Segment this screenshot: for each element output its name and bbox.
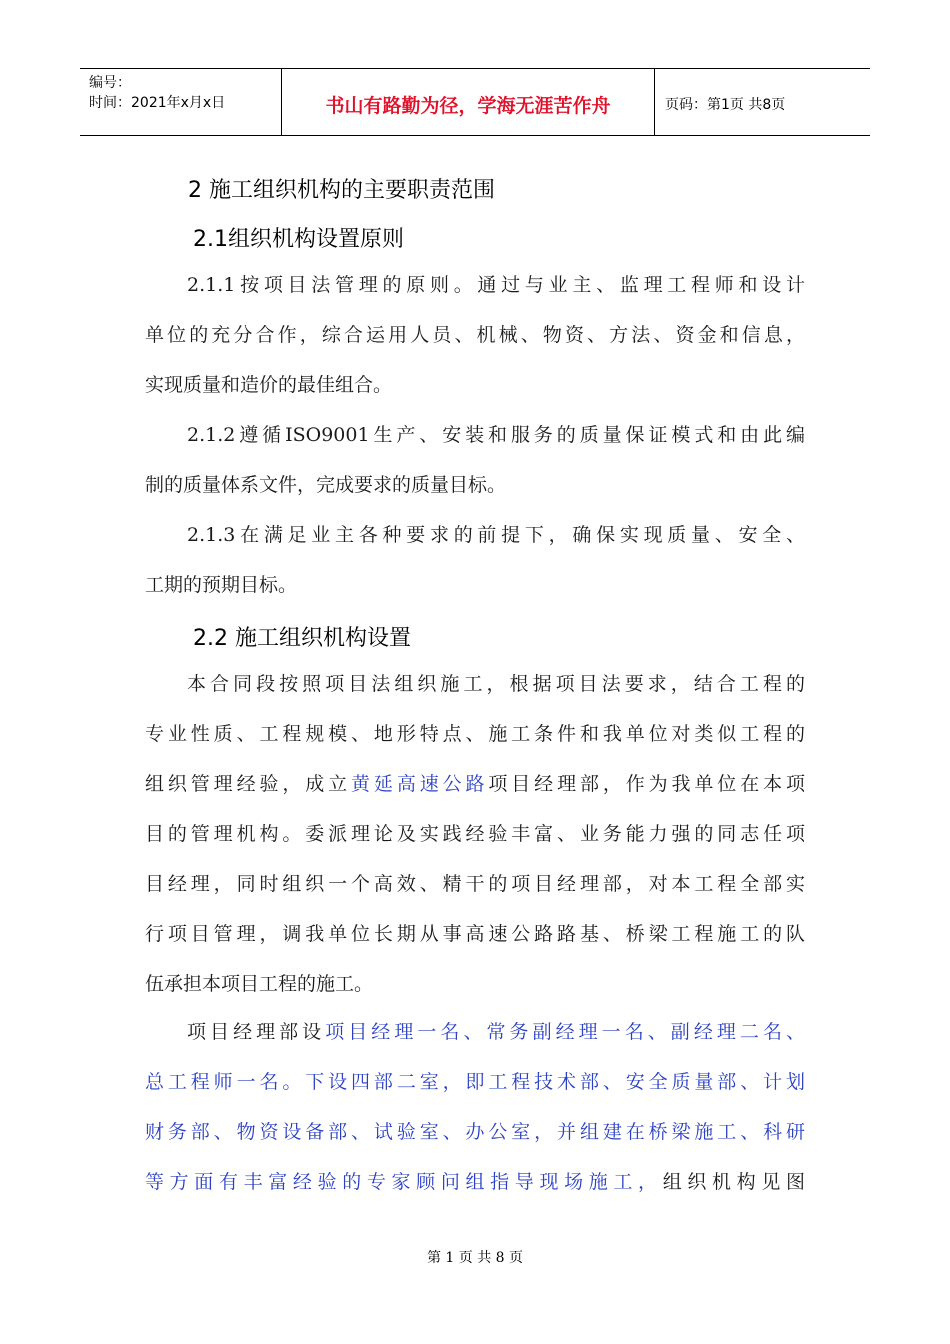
paragraph-line: 制的质量体系文件，完成要求的质量目标。 (145, 474, 507, 496)
document-time-label: 时间：2021年x月x日 (89, 95, 226, 111)
paragraph-line-highlight: 总工程师一名。下设四部二室，即工程技术部、安全质量部、计划 (145, 1071, 805, 1093)
paragraph-line: 实现质量和造价的最佳组合。 (145, 374, 393, 396)
paragraph-text: 组织管理经验，成立 (145, 773, 352, 795)
paragraph-text: 组织机构见图 (662, 1171, 805, 1193)
staff-highlight: 项目经理一名、常务副经理一名、副经理二名、 (325, 1021, 805, 1043)
paragraph-line: 2.1.2遵循ISO9001生产、安装和服务的质量保证模式和由此编 (187, 424, 805, 446)
project-name-highlight: 黄延高速公路 (351, 773, 489, 795)
advisor-highlight: 等方面有丰富经验的专家顾问组指导现场施工， (145, 1171, 663, 1193)
paragraph-text: 项目经理部设 (187, 1021, 326, 1043)
page-footer: 第 1 页 共 8 页 (426, 1250, 524, 1266)
paragraph-line: 目的管理机构。委派理论及实践经验丰富、业务能力强的同志任项 (145, 823, 805, 845)
section-2-2-title: 2.2 施工组织机构设置 (193, 626, 411, 651)
header-meta-cell (80, 69, 282, 135)
paragraph-line (145, 1169, 805, 1195)
page-header (80, 68, 870, 136)
paragraph-line (187, 1019, 805, 1045)
paragraph-line: 2.1.1按项目法管理的原则。通过与业主、监理工程师和设计 (187, 274, 805, 296)
header-page-label: 页码：第1页 共8页 (665, 97, 786, 113)
paragraph-text: 项目经理部，作为我单位在本项 (488, 773, 805, 795)
paragraph-line: 专业性质、工程规模、地形特点、施工条件和我单位对类似工程的 (145, 723, 805, 745)
section-2-title: 2 施工组织机构的主要职责范围 (188, 178, 495, 203)
paragraph-line: 伍承担本项目工程的施工。 (145, 973, 374, 995)
section-2-1-title: 2.1组织机构设置原则 (193, 227, 404, 252)
document-number-label: 编号： (89, 75, 131, 91)
paragraph-line-highlight: 财务部、物资设备部、试验室、办公室，并组建在桥梁施工、科研 (145, 1121, 805, 1143)
paragraph-line: 2.1.3在满足业主各种要求的前提下，确保实现质量、安全、 (187, 524, 805, 546)
paragraph-line: 行项目管理，调我单位长期从事高速公路路基、桥梁工程施工的队 (145, 923, 805, 945)
paragraph-line: 单位的充分合作，综合运用人员、机械、物资、方法、资金和信息， (145, 324, 805, 346)
paragraph-line: 工期的预期目标。 (145, 574, 298, 596)
paragraph-line: 目经理，同时组织一个高效、精干的项目经理部，对本工程全部实 (145, 873, 805, 895)
paragraph-line: 本合同段按照项目法组织施工，根据项目法要求，结合工程的 (187, 673, 805, 695)
header-motto: 书山有路勤为径，学海无涯苦作舟 (282, 69, 655, 135)
paragraph-line (145, 771, 805, 797)
